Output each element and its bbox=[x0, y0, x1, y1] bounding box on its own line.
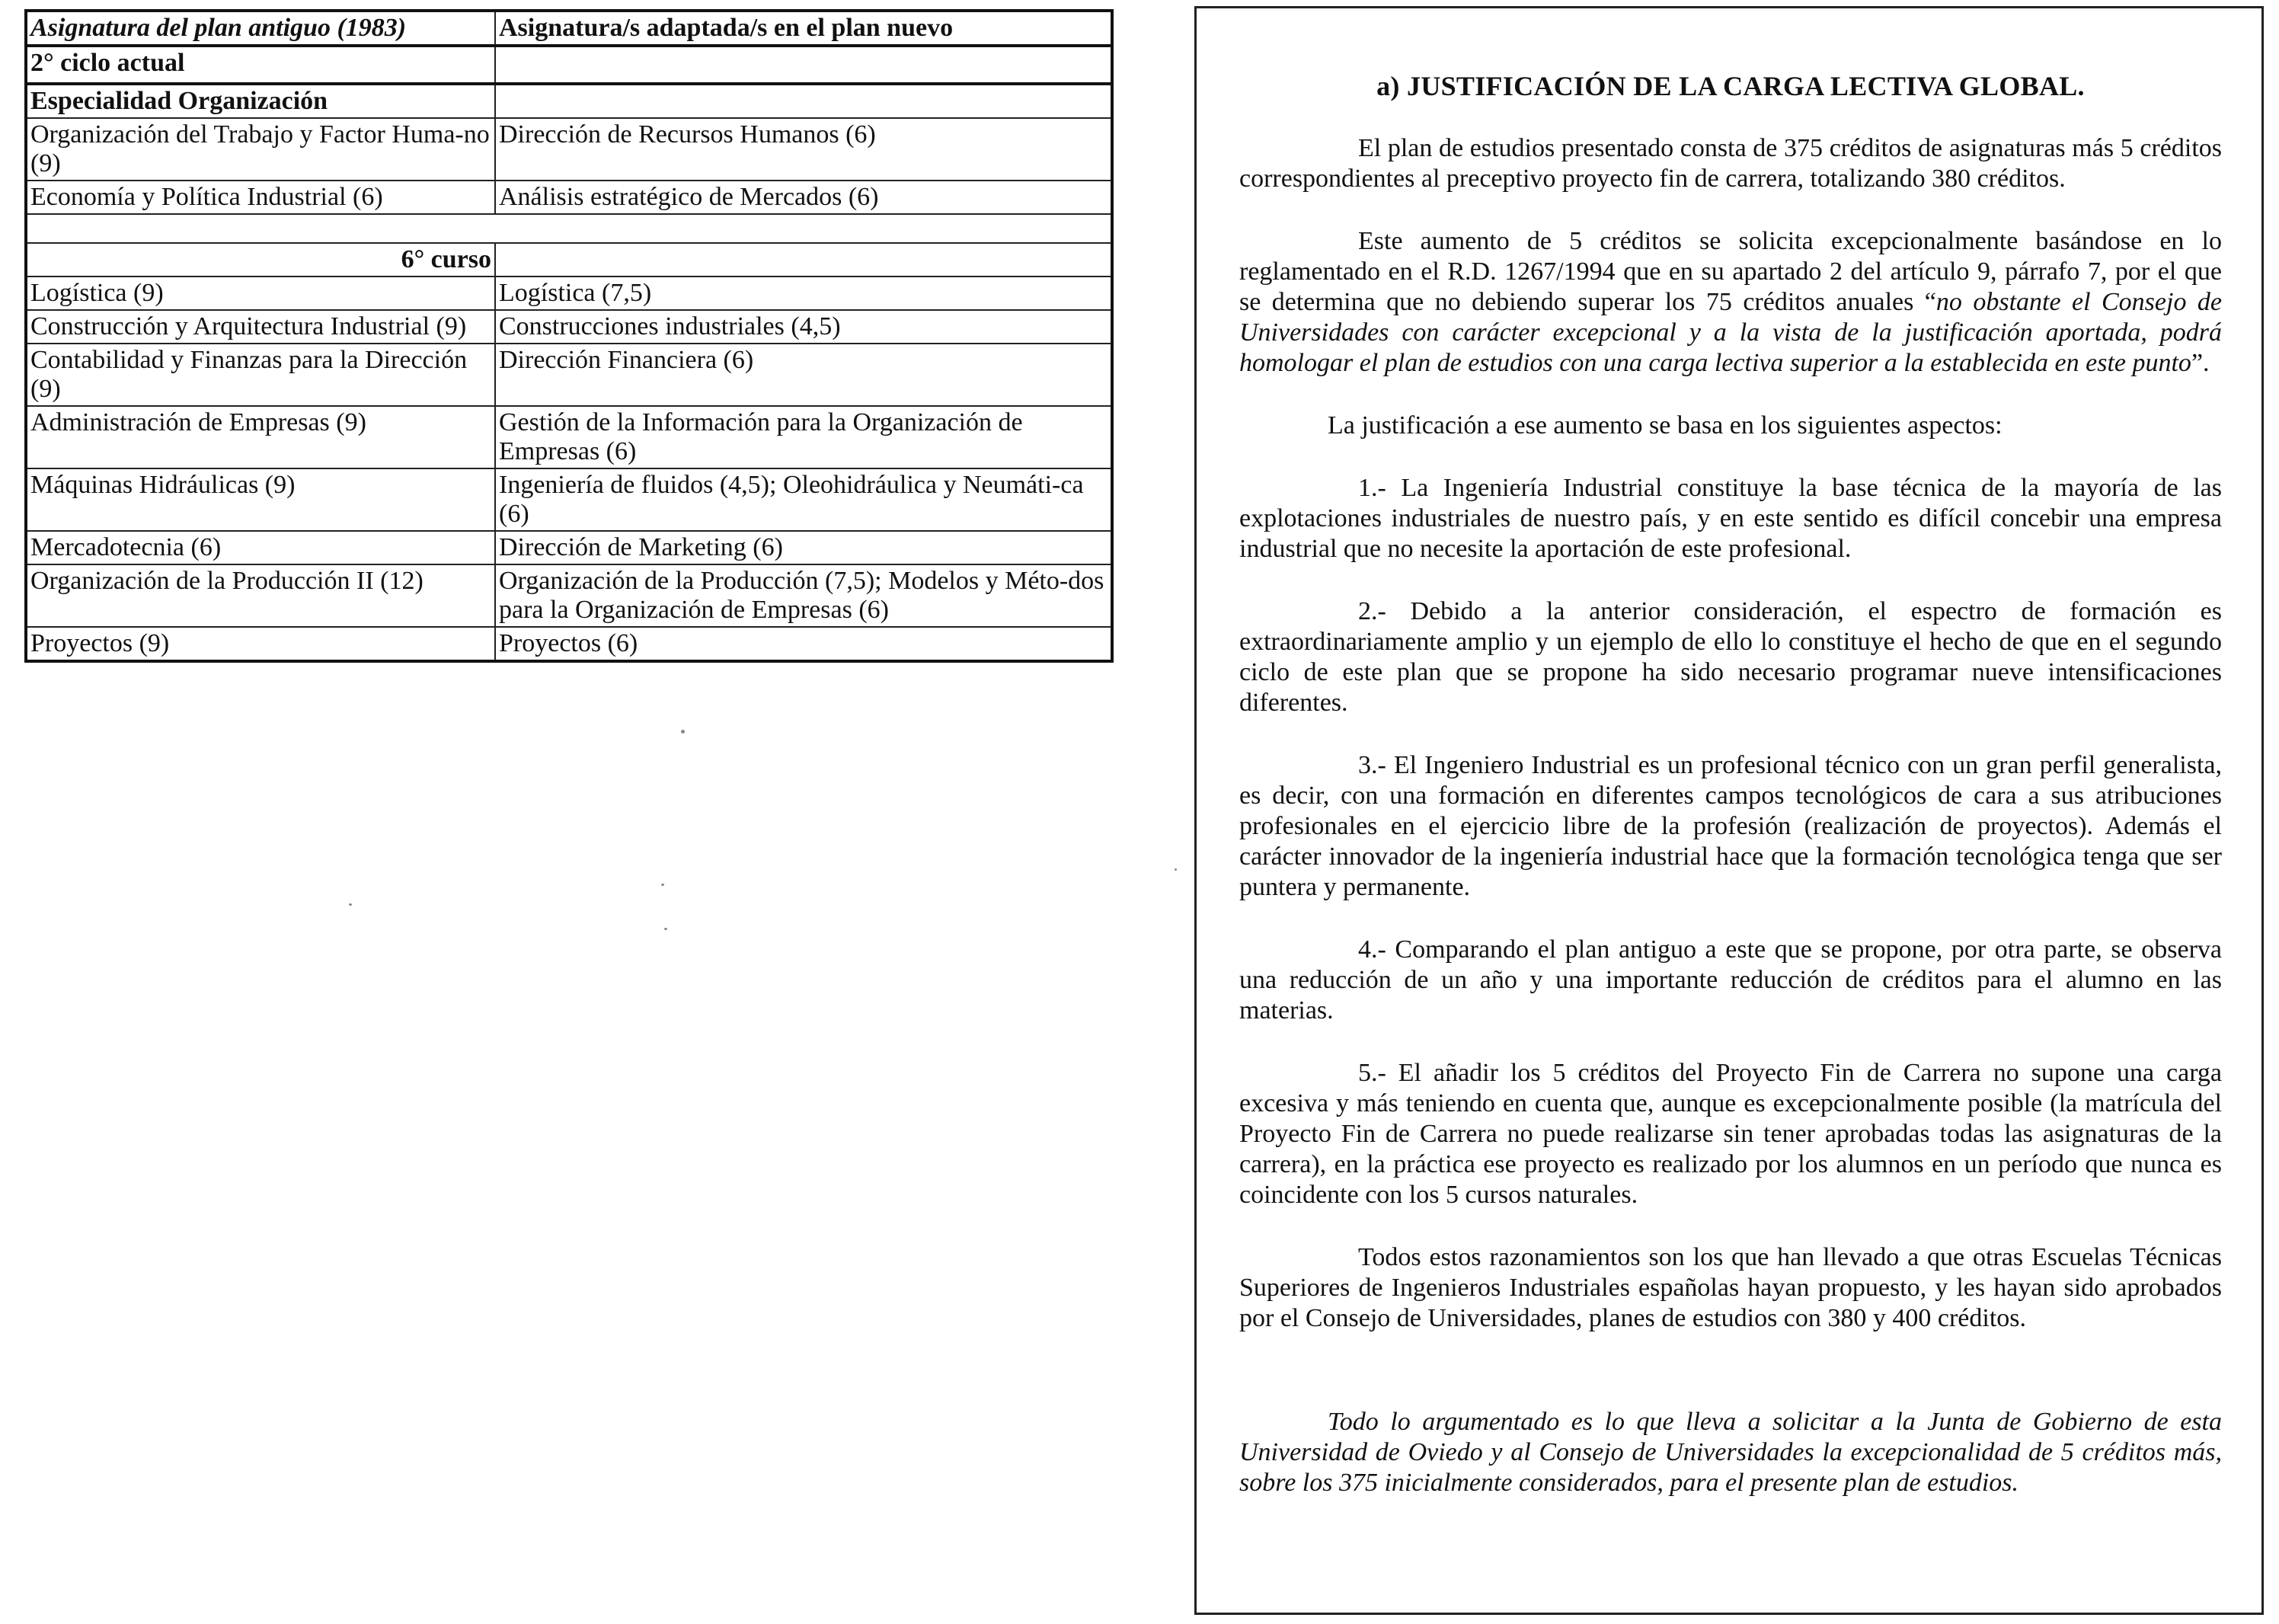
scan-dot bbox=[661, 884, 664, 886]
table-row bbox=[26, 118, 1112, 181]
scan-dot bbox=[681, 730, 685, 734]
panel-title: a) JUSTIFICACIÓN DE LA CARGA LECTIVA GLOBAL. bbox=[1376, 71, 2085, 101]
new-subject-cell: Análisis estratégico de Mercados (6) bbox=[495, 181, 1112, 214]
new-subject-cell: Proyectos (6) bbox=[495, 627, 1112, 661]
table-row bbox=[26, 627, 1112, 661]
table-row bbox=[26, 277, 1112, 310]
paragraph-regulation bbox=[1239, 226, 2222, 379]
old-subject-cell: Organización del Trabajo y Factor Huma-no (9) bbox=[26, 118, 495, 181]
old-subject-cell: Logística (9) bbox=[26, 277, 495, 310]
adaptation-table-container bbox=[24, 9, 1111, 663]
spacer-cell bbox=[495, 214, 1112, 243]
table-row bbox=[26, 406, 1112, 468]
scan-dot bbox=[1175, 868, 1177, 871]
new-subject-cell: Organización de la Producción (7,5); Modelos y Méto-dos para la Organización de Empresas (6) bbox=[495, 564, 1112, 627]
course-row bbox=[26, 243, 1112, 277]
new-subject-cell: Dirección de Marketing (6) bbox=[495, 531, 1112, 564]
paragraph-point-5: 5.- El añadir los 5 créditos del Proyecto Fin de Carrera no supone una carga excesiva y más teniendo en cuenta que, aunque es excepcionalmente posible (la matrícula del Proyecto Fin de Carrera no puede realizarse sin tener aprobadas todas las asignaturas de la carrera), en la práctica ese proyecto es realizado por los alumnos en un período que nunca es coincidente con los 5 cursos naturales. bbox=[1239, 1059, 2222, 1209]
paragraph-summary: Todos estos razonamientos son los que han llevado a que otras Escuelas Técnicas Superiores de Ingenieros Industriales españolas hayan propuesto, y les hayan sido aprobados por el Consejo de Universidades, planes de estudios con 380 y 400 créditos. bbox=[1239, 1243, 2222, 1332]
specialty-empty-cell bbox=[495, 84, 1112, 118]
table-header-row bbox=[26, 11, 1112, 46]
course-empty-cell bbox=[495, 243, 1112, 277]
old-subject-cell: Administración de Empresas (9) bbox=[26, 406, 495, 468]
header-old-plan: Asignatura del plan antiguo (1983) bbox=[26, 11, 495, 46]
new-subject-cell: Dirección de Recursos Humanos (6) bbox=[495, 118, 1112, 181]
paragraph-point-3: 3.- El Ingeniero Industrial es un profesional técnico con un gran perfil generalista, es decir, con una formación en diferentes campos tecnológicos de cara a sus atribuciones profesionales en el ejercicio libre de la profesión (realización de proyectos). Además el carácter innovador de la ingeniería industrial hace que la formación tecnológica tenga que ser puntera y permanente. bbox=[1239, 751, 2222, 901]
cycle-empty-cell bbox=[495, 46, 1112, 84]
specialty-label: Especialidad Organización bbox=[26, 84, 495, 118]
table-row bbox=[26, 310, 1112, 344]
scan-dot bbox=[349, 903, 352, 906]
old-subject-cell: Proyectos (9) bbox=[26, 627, 495, 661]
paragraph-intro: La justificación a ese aumento se basa en los siguientes aspectos: bbox=[1328, 411, 2003, 440]
cycle-row bbox=[26, 46, 1112, 84]
paragraph-point-1: 1.- La Ingeniería Industrial constituye la base técnica de la mayoría de las explotaciones industriales de nuestro país, y en este sentido es difícil concebir una empresa industrial que no necesite la aportación de este profesional. bbox=[1239, 474, 2222, 563]
old-subject-cell: Mercadotecnia (6) bbox=[26, 531, 495, 564]
justification-panel bbox=[1194, 6, 2264, 1615]
scan-dot bbox=[664, 928, 667, 930]
old-subject-cell: Contabilidad y Finanzas para la Dirección (9) bbox=[26, 344, 495, 406]
table-row bbox=[26, 344, 1112, 406]
specialty-row bbox=[26, 84, 1112, 118]
course-label: 6° curso bbox=[26, 243, 495, 277]
table-row bbox=[26, 531, 1112, 564]
new-subject-cell: Dirección Financiera (6) bbox=[495, 344, 1112, 406]
old-subject-cell: Construcción y Arquitectura Industrial (9) bbox=[26, 310, 495, 344]
paragraph-point-4: 4.- Comparando el plan antiguo a este que se propone, por otra parte, se observa una reducción de un año y una importante reducción de créditos para el alumno en las materias. bbox=[1239, 935, 2222, 1025]
new-subject-cell: Ingeniería de fluidos (4,5); Oleohidráulica y Neumáti-ca (6) bbox=[495, 468, 1112, 531]
new-subject-cell: Logística (7,5) bbox=[495, 277, 1112, 310]
cycle-label: 2° ciclo actual bbox=[26, 46, 495, 84]
table-row bbox=[26, 181, 1112, 214]
paragraph-point-2: 2.- Debido a la anterior consideración, el espectro de formación es extraordinariamente amplio y un ejemplo de ello lo constituye el hecho de que en el segundo ciclo de este plan que se propone ha sido necesario programar nueve intensificaciones diferentes. bbox=[1239, 597, 2222, 717]
new-subject-cell: Construcciones industriales (4,5) bbox=[495, 310, 1112, 344]
old-subject-cell: Organización de la Producción II (12) bbox=[26, 564, 495, 627]
spacer-cell bbox=[26, 214, 495, 243]
old-subject-cell: Economía y Política Industrial (6) bbox=[26, 181, 495, 214]
header-new-plan: Asignatura/s adaptada/s en el plan nuevo bbox=[495, 11, 1112, 46]
old-subject-cell: Máquinas Hidráulicas (9) bbox=[26, 468, 495, 531]
regulation-text: Este aumento de 5 créditos se solicita excepcionalmente basándose en lo reglamentado en el R.D. 1267/1994 que en su apartado 2 del artículo 9, párrafo 7, por el que se determina que no debiendo superar los 75 créditos anuales “ bbox=[1239, 227, 2222, 316]
justification-content bbox=[1239, 71, 2222, 1530]
table-row bbox=[26, 468, 1112, 531]
new-subject-cell: Gestión de la Información para la Organización de Empresas (6) bbox=[495, 406, 1112, 468]
paragraph-closing: Todo lo argumentado es lo que lleva a solicitar a la Junta de Gobierno de esta Universidad de Oviedo y al Consejo de Universidades la excepcionalidad de 5 créditos más, sobre los 375 inicialmente considerados, para el presente plan de estudios. bbox=[1239, 1408, 2222, 1497]
table-row bbox=[26, 564, 1112, 627]
regulation-end: ”. bbox=[2191, 349, 2210, 377]
adaptation-table bbox=[24, 9, 1114, 663]
paragraph-credits: El plan de estudios presentado consta de 375 créditos de asignaturas más 5 créditos correspondientes al preceptivo proyecto fin de carrera, totalizando 380 créditos. bbox=[1239, 134, 2222, 193]
regulation-quote: no obstante el Consejo de Universidades con carácter excepcional y a la vista de la justificación aportada, podrá homologar el plan de estudios con una carga lectiva superior a la establecida en este punto bbox=[1239, 288, 2222, 377]
spacer-row bbox=[26, 214, 1112, 243]
